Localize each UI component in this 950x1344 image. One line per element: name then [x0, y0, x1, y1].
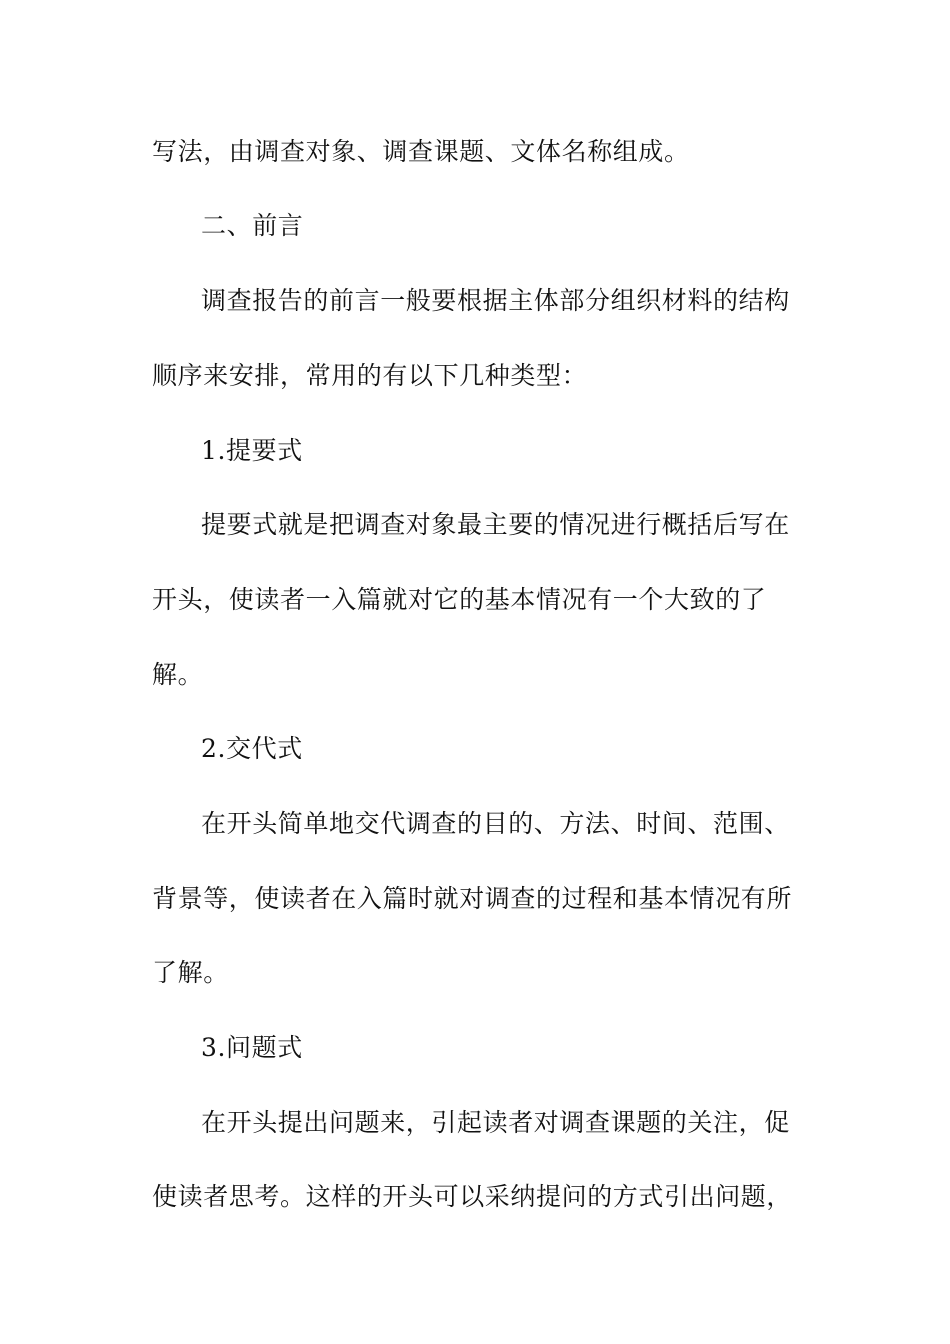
paragraph-line: 了解。 — [152, 958, 229, 987]
body-text-line: 写法，由调查对象、调查课题、文体名称组成。 — [152, 137, 690, 166]
paragraph-line: 调查报告的前言一般要根据主体部分组织材料的结构 — [201, 286, 790, 315]
paragraph-line: 提要式就是把调查对象最主要的情况进行概括后写在 — [201, 510, 790, 539]
paragraph-line: 开头，使读者一入篇就对它的基本情况有一个大致的了 — [152, 585, 767, 614]
subsection-heading: 1.提要式 — [201, 436, 303, 465]
subsection-heading: 2.交代式 — [201, 734, 303, 763]
subsection-heading: 3.问题式 — [201, 1033, 303, 1062]
paragraph-line: 在开头简单地交代调查的目的、方法、时间、范围、 — [201, 809, 790, 838]
paragraph-line: 在开头提出问题来，引起读者对调查课题的关注，促 — [201, 1108, 790, 1137]
paragraph-line: 解。 — [152, 660, 204, 689]
paragraph-line: 使读者思考。这样的开头可以采纳提问的方式引出问题， — [152, 1182, 793, 1211]
paragraph-line: 顺序来安排，常用的有以下几种类型： — [152, 361, 588, 390]
paragraph-line: 背景等，使读者在入篇时就对调查的过程和基本情况有所 — [152, 884, 793, 913]
section-heading: 二、前言 — [201, 211, 304, 240]
